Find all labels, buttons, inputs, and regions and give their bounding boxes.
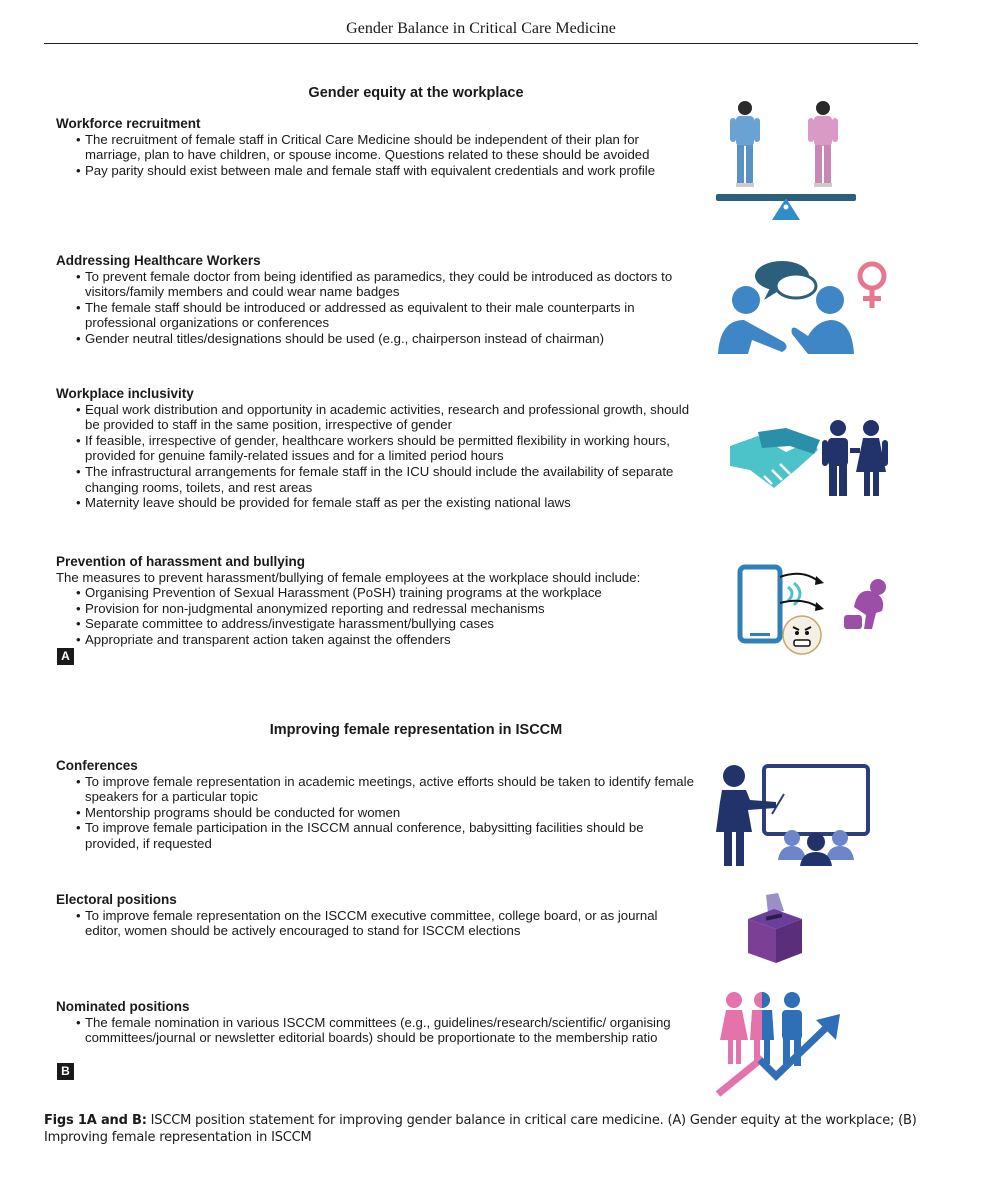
header-rule (44, 43, 918, 44)
section-addressing-healthcare-workers (56, 253, 696, 347)
list-item: • The female nomination in various ISCCM committees (e.g., guidelines/research/scientific/ organising committees/journal or newsletter editorial boards) should be proportionate to the membership ratio (76, 1015, 696, 1046)
caption-text: ISCCM position statement for improving gender balance in critical care medicine. (A) Gender equity at the workplace; (B) Improving female representation in ISCCM (44, 1113, 917, 1145)
running-head: Gender Balance in Critical Care Medicine (346, 20, 616, 37)
section-intro: The measures to prevent harassment/bullying of female employees at the workplace should include: (56, 569, 641, 585)
section-heading: Conferences (56, 758, 138, 773)
panel-label-a: A (57, 648, 74, 665)
list-item: • To prevent female doctor from being identified as paramedics, they could be introduced as doctors to visitors/family members and could wear name badges (76, 269, 696, 300)
section-workplace-inclusivity (56, 386, 696, 511)
panel-label-b: B (57, 1063, 74, 1080)
section-electoral-positions (56, 892, 696, 939)
list-item: • To improve female representation in academic meetings, active efforts should be taken to identify female speakers for a particular topic (76, 774, 696, 805)
section-prevention-harassment (56, 554, 706, 648)
gender-growth-arrow-icon (712, 988, 844, 1100)
phone-harassment-icon (736, 563, 896, 657)
list-item: • Gender neutral titles/designations should be used (e.g., chairperson instead of chairman) (76, 331, 696, 347)
section-nominated-positions (56, 999, 696, 1046)
panel-b-title: Improving female representation in ISCCM (269, 722, 563, 738)
section-heading: Addressing Healthcare Workers (56, 253, 261, 268)
list-item: • The female staff should be introduced or addressed as equivalent to their male counterparts in professional organizations or conferences (76, 300, 696, 331)
list-item: • Organising Prevention of Sexual Harassment (PoSH) training programs at the workplace (76, 585, 706, 601)
list-item: • Equal work distribution and opportunity in academic activities, research and professional growth, should be provided to staff in the same position, irrespective of gender (76, 402, 696, 433)
section-heading: Workplace inclusivity (56, 386, 194, 401)
section-heading: Nominated positions (56, 999, 190, 1014)
teacher-presentation-icon (706, 762, 872, 868)
section-heading: Electoral positions (56, 892, 177, 907)
list-item: • Provision for non-judgmental anonymized reporting and redressal mechanisms (76, 601, 706, 617)
section-heading: Prevention of harassment and bullying (56, 554, 306, 569)
conversation-female-symbol-icon (712, 258, 897, 358)
list-item: • To improve female participation in the ISCCM annual conference, babysitting facilities should be provided, if requested (76, 820, 696, 851)
list-item: • Maternity leave should be provided for female staff as per the existing national laws (76, 495, 696, 511)
list-item: • If feasible, irrespective of gender, healthcare workers should be permitted flexibility in working hours, provided for genuine family-related issues and for a limited period hours (76, 433, 696, 464)
list-item: • Separate committee to address/investigate harassment/bullying cases (76, 616, 706, 632)
list-item: • To improve female representation on the ISCCM executive committee, college board, or as journal editor, women should be actively encouraged to stand for ISCCM elections (76, 908, 696, 939)
panel-a-title: Gender equity at the workplace (308, 85, 524, 101)
list-item: • The infrastructural arrangements for female staff in the ICU should include the availability of separate changing rooms, toilets, and rest areas (76, 464, 696, 495)
section-conferences (56, 758, 696, 852)
list-item: • The recruitment of female staff in Critical Care Medicine should be independent of their plan for marriage, plan to have children, or spouse income. Questions related to these should be avoided (76, 132, 696, 163)
list-item: • Pay parity should exist between male and female staff with equivalent credentials and work profile (76, 163, 696, 179)
section-heading: Workforce recruitment (56, 116, 201, 131)
section-workforce-recruitment (56, 116, 696, 178)
list-item: • Mentorship programs should be conducted for women (76, 805, 696, 821)
list-item: • Appropriate and transparent action taken against the offenders (76, 632, 706, 648)
ballot-box-icon (744, 893, 806, 965)
caption-label: Figs 1A and B: (44, 1113, 147, 1128)
doctors-on-seesaw-icon (712, 98, 862, 222)
handshake-couple-icon (728, 418, 890, 498)
figure-caption (44, 1112, 944, 1146)
